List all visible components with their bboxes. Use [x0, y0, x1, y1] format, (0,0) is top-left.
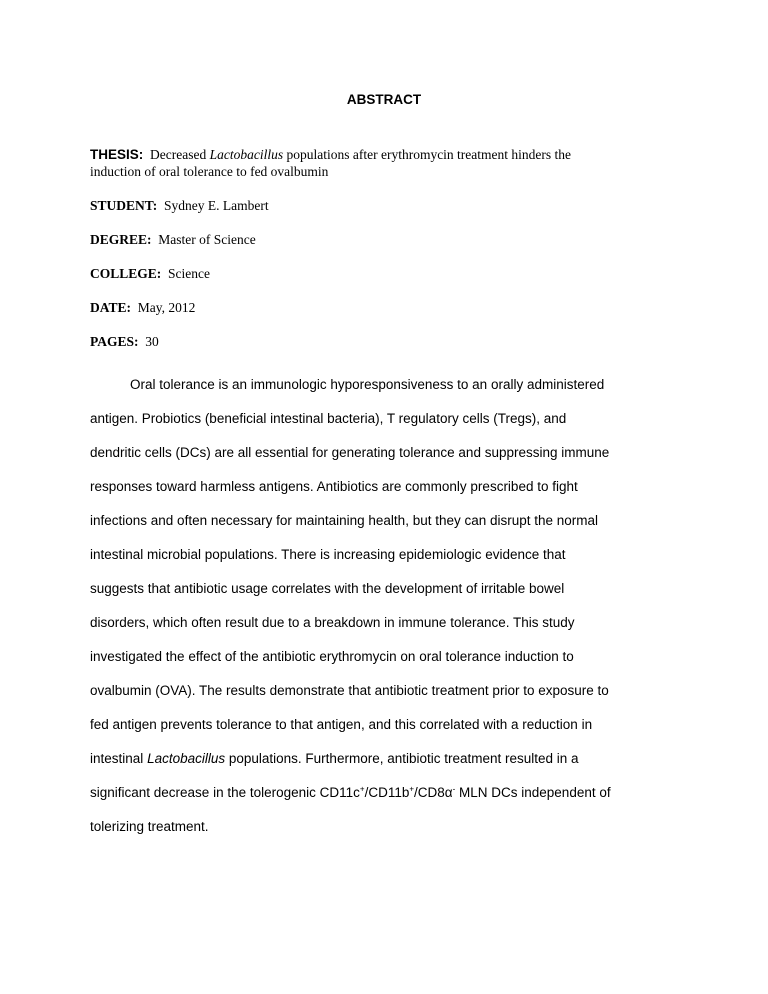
college-value: Science [168, 266, 210, 281]
degree-label: DEGREE: [90, 232, 152, 247]
pages-value: 30 [145, 334, 159, 349]
abstract-line-1: Oral tolerance is an immunologic hyporesponsiveness to an orally administered [130, 377, 605, 392]
degree-value: Master of Science [158, 232, 256, 247]
abstract-line-7: suggests that antibiotic usage correlates with the development of irritable bowel [90, 581, 565, 596]
college-row [90, 265, 210, 282]
date-label: DATE: [90, 300, 132, 315]
student-label: STUDENT: [90, 198, 158, 213]
line13-c: /CD8α [414, 785, 453, 800]
thesis-line-1 [90, 146, 690, 163]
date-row [90, 299, 195, 316]
student-value: Sydney E. Lambert [164, 198, 269, 213]
abstract-line-8: disorders, which often result due to a breakdown in immune tolerance. This study [90, 615, 575, 630]
line13-sup-2: + [409, 784, 415, 794]
thesis-title-genus: Lactobacillus [209, 147, 284, 162]
thesis-title-part2: populations after erythromycin treatment hinders the [286, 147, 572, 162]
abstract-line-5: infections and often necessary for maintaining health, but they can disrupt the normal [90, 513, 599, 528]
abstract-line-12 [90, 751, 579, 766]
college-label: COLLEGE: [90, 266, 162, 281]
abstract-line-13 [90, 785, 611, 800]
pages-row [90, 333, 159, 350]
thesis-line-2: induction of oral tolerance to fed ovalbumin [90, 164, 329, 179]
line13-b: /CD11b [364, 785, 410, 800]
line12-post: populations. Furthermore, antibiotic treatment resulted in a [228, 751, 579, 766]
abstract-heading: ABSTRACT [346, 92, 422, 107]
thesis-title-part1: Decreased [150, 147, 207, 162]
student-row [90, 197, 269, 214]
abstract-line-14: tolerizing treatment. [90, 819, 209, 834]
line13-sup-1: + [359, 784, 365, 794]
abstract-line-2: antigen. Probiotics (beneficial intestinal bacteria), T regulatory cells (Tregs), and [90, 411, 567, 426]
line13-d: MLN DCs independent of [455, 785, 611, 800]
abstract-line-9: investigated the effect of the antibiotic erythromycin on oral tolerance induction to [90, 649, 574, 664]
thesis-block [90, 146, 690, 180]
abstract-line-4: responses toward harmless antigens. Antibiotics are commonly prescribed to fight [90, 479, 578, 494]
abstract-line-6: intestinal microbial populations. There is increasing epidemiologic evidence that [90, 547, 566, 562]
line12-pre: intestinal [90, 751, 144, 766]
line12-genus: Lactobacillus [147, 751, 226, 766]
line13-sup-3: - [452, 784, 456, 794]
abstract-line-11: fed antigen prevents tolerance to that antigen, and this correlated with a reduction in [90, 717, 593, 732]
abstract-line-3: dendritic cells (DCs) are all essential for generating tolerance and suppressing immune [90, 445, 610, 460]
thesis-label: THESIS: [90, 147, 144, 162]
pages-label: PAGES: [90, 334, 139, 349]
abstract-line-10: ovalbumin (OVA). The results demonstrate that antibiotic treatment prior to exposure to [90, 683, 609, 698]
line13-a: significant decrease in the tolerogenic CD11c [90, 785, 360, 800]
degree-row [90, 231, 256, 248]
date-value: May, 2012 [137, 300, 196, 315]
